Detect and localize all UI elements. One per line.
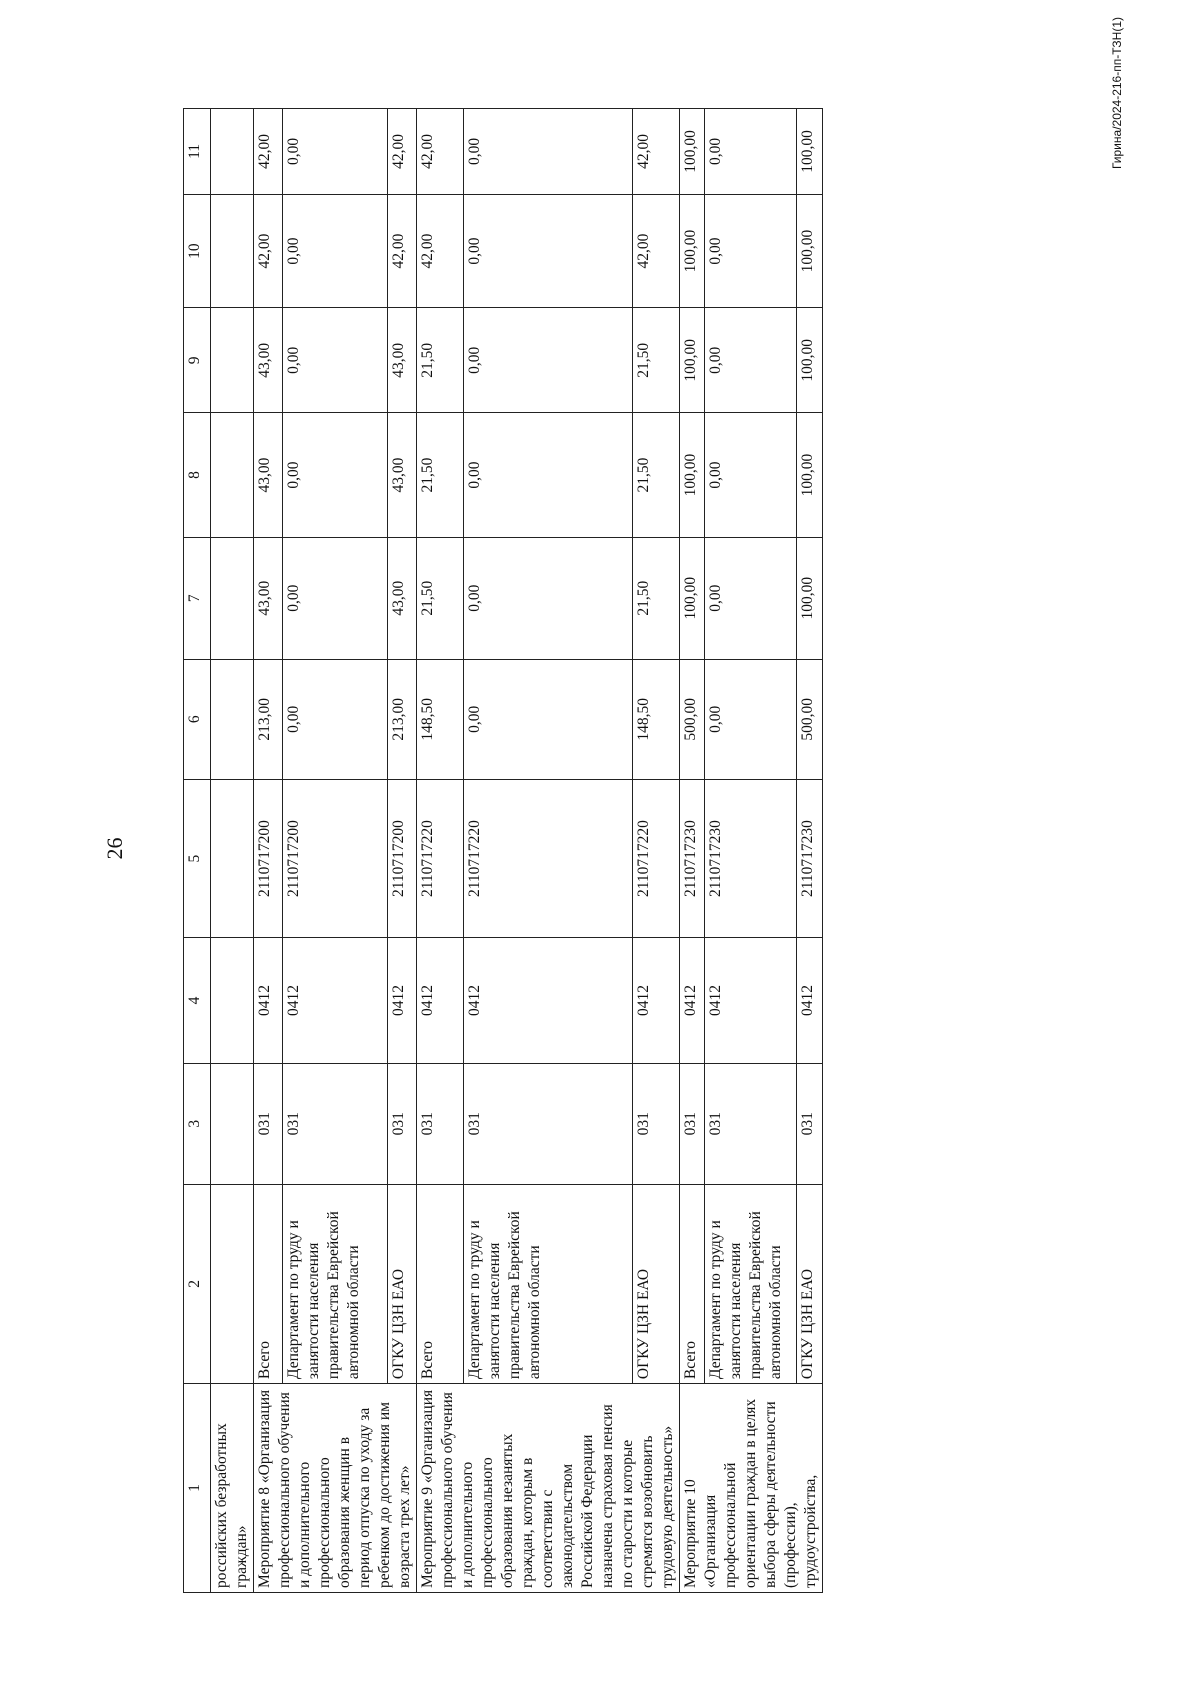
value-cell-8: 0,00 xyxy=(463,413,632,537)
value-cell-3: 031 xyxy=(463,1063,632,1184)
value-cell-10: 0,00 xyxy=(463,194,632,308)
value-cell-4: 0412 xyxy=(387,938,416,1063)
value-cell-4: 0412 xyxy=(254,938,283,1063)
value-cell-7: 100,00 xyxy=(797,537,823,659)
empty-cell xyxy=(211,537,254,659)
empty-cell xyxy=(211,194,254,308)
empty-cell xyxy=(211,779,254,938)
value-cell-9: 21,50 xyxy=(417,308,464,413)
value-cell-8: 21,50 xyxy=(417,413,464,537)
value-cell-4: 0412 xyxy=(417,938,464,1063)
value-cell-10: 42,00 xyxy=(387,194,416,308)
page-number: 26 xyxy=(102,837,127,860)
value-cell-6: 213,00 xyxy=(387,659,416,779)
executor-cell: Всего xyxy=(254,1184,283,1383)
empty-cell xyxy=(211,659,254,779)
value-cell-10: 100,00 xyxy=(797,194,823,308)
value-cell-4: 0412 xyxy=(705,938,797,1063)
table-row xyxy=(283,109,388,1593)
value-cell-3: 031 xyxy=(417,1063,464,1184)
value-cell-4: 0412 xyxy=(680,938,705,1063)
empty-cell xyxy=(211,1184,254,1383)
value-cell-3: 031 xyxy=(797,1063,823,1184)
table-row xyxy=(254,109,283,1593)
value-cell-7: 100,00 xyxy=(680,537,705,659)
value-cell-10: 0,00 xyxy=(283,194,388,308)
value-cell-7: 0,00 xyxy=(463,537,632,659)
executor-cell: ОГКУ ЦЗН ЕАО xyxy=(797,1184,823,1383)
executor-cell: Департамент по труду и занятости населения правительства Еврейской автономной области xyxy=(283,1184,388,1383)
value-cell-9: 0,00 xyxy=(705,308,797,413)
activity-name-cell: Мероприятие 8 «Организация профессионального обучения и дополнительного профессионального образования женщин в период отпуска по уходу за ребенком до достижения им возраста трех лет» xyxy=(254,1384,417,1593)
empty-cell xyxy=(211,413,254,537)
value-cell-5: 2110717200 xyxy=(387,779,416,938)
value-cell-8: 0,00 xyxy=(283,413,388,537)
value-cell-4: 0412 xyxy=(283,938,388,1063)
empty-cell xyxy=(211,109,254,195)
value-cell-7: 21,50 xyxy=(417,537,464,659)
empty-cell xyxy=(211,1063,254,1184)
value-cell-4: 0412 xyxy=(797,938,823,1063)
executor-cell: Всего xyxy=(680,1184,705,1383)
value-cell-7: 0,00 xyxy=(705,537,797,659)
header-cell-2: 2 xyxy=(184,1184,211,1383)
value-cell-3: 031 xyxy=(633,1063,680,1184)
budget-table xyxy=(183,108,823,1593)
empty-cell xyxy=(211,308,254,413)
value-cell-9: 43,00 xyxy=(254,308,283,413)
header-cell-11: 11 xyxy=(184,109,211,195)
continuation-cell: российских безработных граждан» xyxy=(211,1384,254,1593)
value-cell-9: 21,50 xyxy=(633,308,680,413)
value-cell-6: 0,00 xyxy=(463,659,632,779)
value-cell-5: 2110717220 xyxy=(463,779,632,938)
value-cell-10: 100,00 xyxy=(680,194,705,308)
activity-name-cell: Мероприятие 9 «Организация профессионального обучения и дополнительного профессионального образования незанятых граждан, которым в соответствии с законодательством Российской Федерации назначена страховая пенсия по старости и которые стремятся возобновить трудовую деятельность» xyxy=(417,1384,680,1593)
value-cell-11: 0,00 xyxy=(463,109,632,195)
value-cell-6: 213,00 xyxy=(254,659,283,779)
value-cell-7: 21,50 xyxy=(633,537,680,659)
table-row xyxy=(463,109,632,1593)
value-cell-9: 0,00 xyxy=(463,308,632,413)
value-cell-9: 0,00 xyxy=(283,308,388,413)
header-cell-4: 4 xyxy=(184,938,211,1063)
value-cell-8: 43,00 xyxy=(254,413,283,537)
value-cell-6: 0,00 xyxy=(705,659,797,779)
value-cell-4: 0412 xyxy=(463,938,632,1063)
value-cell-6: 500,00 xyxy=(680,659,705,779)
value-cell-6: 148,50 xyxy=(417,659,464,779)
value-cell-8: 0,00 xyxy=(705,413,797,537)
header-cell-3: 3 xyxy=(184,1063,211,1184)
value-cell-6: 0,00 xyxy=(283,659,388,779)
value-cell-7: 0,00 xyxy=(283,537,388,659)
header-cell-1: 1 xyxy=(184,1384,211,1593)
value-cell-5: 2110717230 xyxy=(680,779,705,938)
value-cell-10: 0,00 xyxy=(705,194,797,308)
value-cell-11: 42,00 xyxy=(254,109,283,195)
continuation-row xyxy=(211,109,254,1593)
header-cell-7: 7 xyxy=(184,537,211,659)
value-cell-11: 100,00 xyxy=(680,109,705,195)
value-cell-3: 031 xyxy=(705,1063,797,1184)
value-cell-3: 031 xyxy=(254,1063,283,1184)
header-cell-6: 6 xyxy=(184,659,211,779)
header-cell-8: 8 xyxy=(184,413,211,537)
value-cell-8: 43,00 xyxy=(387,413,416,537)
value-cell-9: 100,00 xyxy=(680,308,705,413)
value-cell-3: 031 xyxy=(680,1063,705,1184)
value-cell-4: 0412 xyxy=(633,938,680,1063)
value-cell-7: 43,00 xyxy=(254,537,283,659)
value-cell-8: 21,50 xyxy=(633,413,680,537)
value-cell-11: 100,00 xyxy=(797,109,823,195)
table-row xyxy=(680,109,705,1593)
header-cell-9: 9 xyxy=(184,308,211,413)
header-cell-5: 5 xyxy=(184,779,211,938)
executor-cell: ОГКУ ЦЗН ЕАО xyxy=(387,1184,416,1383)
value-cell-10: 42,00 xyxy=(254,194,283,308)
value-cell-3: 031 xyxy=(387,1063,416,1184)
value-cell-9: 100,00 xyxy=(797,308,823,413)
executor-cell: Всего xyxy=(417,1184,464,1383)
header-cell-10: 10 xyxy=(184,194,211,308)
executor-cell: ОГКУ ЦЗН ЕАО xyxy=(633,1184,680,1383)
document-footer: Гирина/2024-216-пп-ТЗН(1) xyxy=(1110,17,1124,170)
value-cell-5: 2110717230 xyxy=(797,779,823,938)
value-cell-8: 100,00 xyxy=(680,413,705,537)
value-cell-7: 43,00 xyxy=(387,537,416,659)
value-cell-3: 031 xyxy=(283,1063,388,1184)
value-cell-11: 42,00 xyxy=(633,109,680,195)
value-cell-10: 42,00 xyxy=(417,194,464,308)
value-cell-5: 2110717200 xyxy=(254,779,283,938)
value-cell-11: 0,00 xyxy=(705,109,797,195)
value-cell-5: 2110717220 xyxy=(633,779,680,938)
executor-cell: Департамент по труду и занятости населения правительства Еврейской автономной области xyxy=(463,1184,632,1383)
table-row xyxy=(417,109,464,1593)
table-row xyxy=(387,109,416,1593)
value-cell-9: 43,00 xyxy=(387,308,416,413)
value-cell-11: 0,00 xyxy=(283,109,388,195)
value-cell-10: 42,00 xyxy=(633,194,680,308)
value-cell-5: 2110717230 xyxy=(705,779,797,938)
value-cell-5: 2110717200 xyxy=(283,779,388,938)
executor-cell: Департамент по труду и занятости населения правительства Еврейской автономной области xyxy=(705,1184,797,1383)
activity-name-cell: Мероприятие 10 «Организация профессиональной ориентации граждан в целях выбора сферы деятельности (профессии), трудоустройства, xyxy=(680,1384,823,1593)
value-cell-8: 100,00 xyxy=(797,413,823,537)
value-cell-6: 500,00 xyxy=(797,659,823,779)
empty-cell xyxy=(211,938,254,1063)
table-row xyxy=(797,109,823,1593)
table-row xyxy=(705,109,797,1593)
value-cell-6: 148,50 xyxy=(633,659,680,779)
header-row xyxy=(184,109,211,1593)
value-cell-11: 42,00 xyxy=(387,109,416,195)
value-cell-11: 42,00 xyxy=(417,109,464,195)
table-row xyxy=(633,109,680,1593)
value-cell-5: 2110717220 xyxy=(417,779,464,938)
